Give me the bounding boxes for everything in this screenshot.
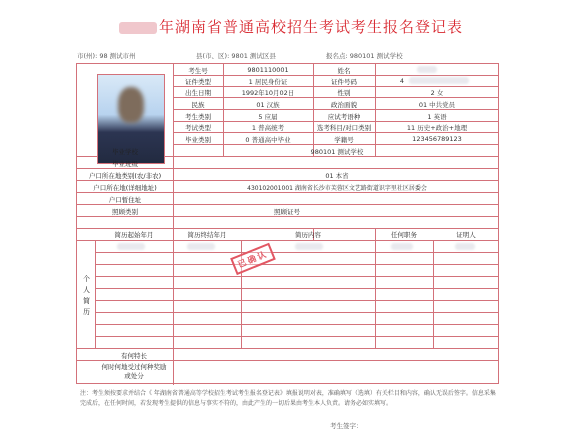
value-grad-type: 0 普通高中毕业 <box>245 136 291 144</box>
label-student-no: 学籍号 <box>334 136 354 144</box>
footer-note: 注：考生须按要求并结合《 年湖南省普通高等学校招生考试考生报名登记表》填报说明对表，准确填写（选填）有关栏目和内容，确认无误后签字。信息采集完成后，在任何时间，若发现考生提供的信息与事实不符的，由此产生的一切后果由考生本人负责。请务必如实填写。 <box>80 390 496 407</box>
label-hukou-nature: 户口所在地类别(农/非农) <box>88 172 162 180</box>
label-ethnicity: 民族 <box>191 101 205 109</box>
value-category: 5 应届 <box>258 113 278 121</box>
value-school: 980101 测试学校 <box>310 148 364 156</box>
label-foreign-lang: 应试考语种 <box>327 113 361 121</box>
value-hukou-addr: 430102001001 湖南省长沙市芙蓉区文艺路街道识字里社区居委会 <box>247 185 427 192</box>
value-hukou-nature: 01 本省 <box>325 172 349 180</box>
value-student-no: 123456789123 <box>412 135 462 143</box>
value-political: 01 中共党员 <box>418 101 456 109</box>
redacted-witness <box>455 243 475 250</box>
value-ethnicity: 01 汉族 <box>256 101 280 109</box>
label-exam-no: 考生号 <box>188 67 208 75</box>
redacted-resume-end <box>187 243 215 250</box>
label-resume-end: 简历终结年月 <box>187 231 227 239</box>
registration-form-table <box>76 63 499 384</box>
label-witness: 证明人 <box>456 231 476 239</box>
redacted-resume-start <box>117 243 145 250</box>
redacted-id-no <box>409 77 469 84</box>
label-resume-content: 简历内容 <box>295 231 321 239</box>
label-residence: 户口暂住址 <box>108 196 142 204</box>
redacted-position <box>391 243 413 250</box>
value-foreign-lang: 1 英语 <box>427 113 447 121</box>
value-subject-combo: 11 历史+政治+地理 <box>406 124 468 132</box>
meta-county: 县(市、区): 9801 测试区县 <box>196 52 276 60</box>
label-id-type: 证件类型 <box>185 78 211 86</box>
redacted-resume-content <box>295 243 323 250</box>
label-position: 任何职务 <box>391 231 417 239</box>
meta-site: 报名点: 980101 测试学校 <box>326 52 403 60</box>
label-resume: 个人简历 <box>83 275 90 316</box>
label-category: 考生类别 <box>185 113 211 121</box>
confirmed-stamp: 已确认 <box>230 243 275 275</box>
signature-label: 考生签字： <box>330 422 363 430</box>
form-title-text: 年湖南省普通高校招生考试考生报名登记表 <box>158 18 463 36</box>
label-political: 政治面貌 <box>331 101 357 109</box>
label-gender: 性别 <box>337 89 351 97</box>
label-specialty: 有何特长 <box>121 352 147 360</box>
value-id-type: 1 居民身份证 <box>248 78 288 86</box>
label-special-category: 照顾类别 <box>112 208 138 216</box>
label-subject-combo: 选考科目/对口类别 <box>316 124 372 132</box>
label-name: 姓名 <box>337 67 351 75</box>
blurred-face <box>118 87 144 123</box>
label-special-cert: 照顾证号 <box>274 208 300 216</box>
redacted-year <box>119 22 157 34</box>
value-exam-no: 9801110001 <box>247 66 289 74</box>
form-title <box>0 16 582 37</box>
label-awards: 何时何地受过何种奖励或处分 <box>101 363 167 380</box>
label-exam-type: 考试类型 <box>185 124 211 132</box>
value-gender: 2 女 <box>430 89 444 97</box>
value-id-no: 4 <box>399 77 405 85</box>
label-resume-start: 简历起始年月 <box>114 231 154 239</box>
label-school: 毕业学校 <box>112 148 138 156</box>
label-id-no: 证件号码 <box>331 78 357 86</box>
meta-city: 市(州): 98 测试市州 <box>77 52 136 60</box>
label-birth: 出生日期 <box>185 89 211 97</box>
redacted-name <box>417 66 437 73</box>
label-grad-type: 毕业类别 <box>185 136 211 144</box>
label-class: 毕业班级 <box>112 160 138 168</box>
label-hukou-addr: 户口所在地(详细地址) <box>93 184 157 192</box>
value-exam-type: 1 普高统考 <box>251 124 285 132</box>
value-birth: 1992年10月02日 <box>241 89 295 97</box>
